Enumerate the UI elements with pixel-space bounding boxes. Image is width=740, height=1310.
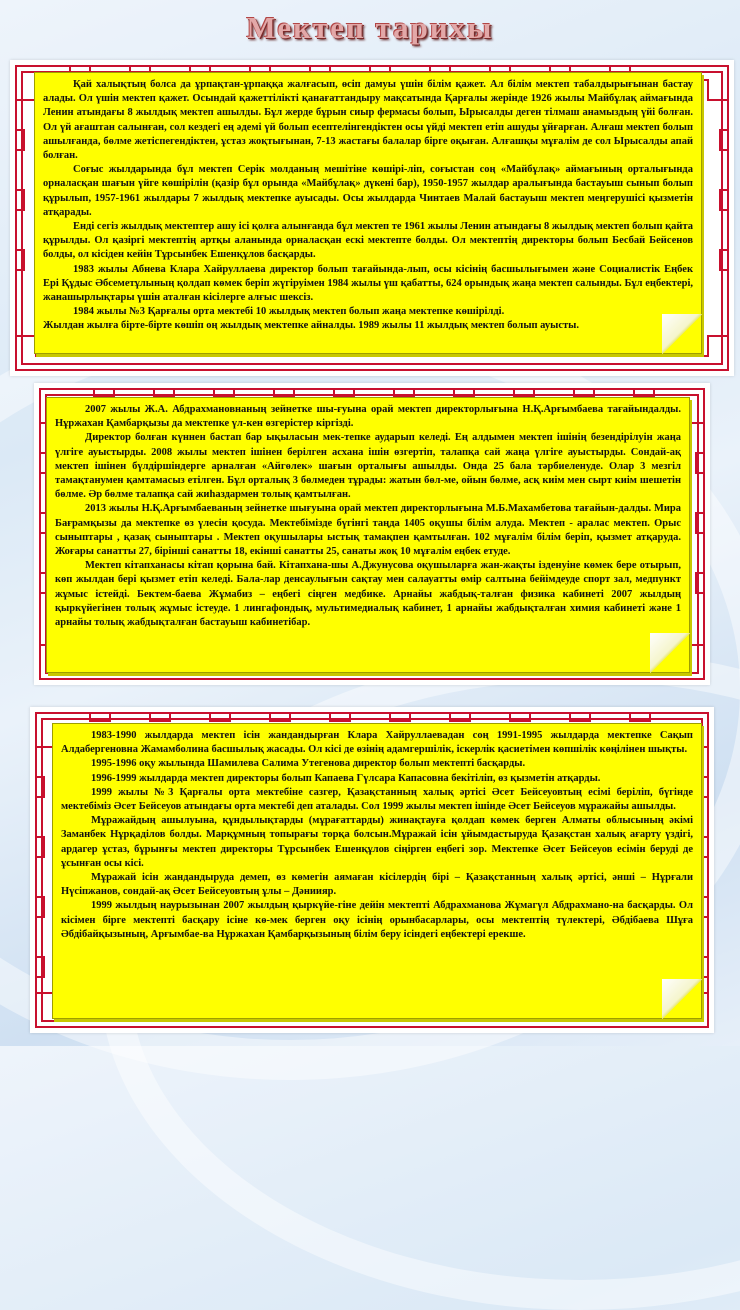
paragraph: 1983 жылы Абнева Клара Хайруллаева директор болып тағайында-лып, осы кісінің басшылығымен және Социалистік Еңбек Ері Құдыс Әбсеметұлының қолдап көмек беріп жүгіруімен 1984 жылы үш қабатты, 624 орындық жаңа мектеп салынды. Бұл еңбектері, жанашырлықтары үшін аталған кісілерге алғыс шексіз. [43,263,693,304]
page-curl [650,633,690,673]
paragraph: Жылдан жылға бірте-бірте көшіп оң жылдық мектепке айналды. 1989 жылы 11 жылдық мектеп болып ауысты. [43,320,579,332]
paragraph: Соғыс жылдарында бұл мектеп Серік молданың мешітіне көшірі-ліп, соғыстан соң «Майбұлақ» аймағының орталығында орналасқан шағын үйге көшірілін (қазір бұл орында «Майбұлақ» дүкені бар), 1950-1957 жылдар аралығында бастауыш сынып болып құрылып, 1957-1961 жылдары 7 жылдық мектепке ауысады. Осы жылдарда Чинтаев Малай бастауыш мектеп меңгерушісі қызметін атқарады. [43,164,693,218]
text-note-3 [52,723,702,1019]
history-frame-2 [34,383,710,685]
page-title: Мектеп тарихы [246,10,494,45]
history-frame-3 [30,707,714,1033]
paragraph: 1984 жылы №3 Қарғалы орта мектебі 10 жылдық мектеп болып жаңа мектепке көшірілді. [73,306,505,318]
paragraph: 1999 жылдың наурызынан 2007 жылдың қыркүйе-гіне дейін мектепті Абдрахманова Жұмагүл Абдрахмано-на басқарды. Ол кісімен бірге мектепті басқару ісіне кө-мек берген оқу ісінің орынбасарлары, осы мектептің түлектері, Әбдібаева Шұға Әбдібайқызының, Арғымбае-ва Нұржахан Қамбарқызының білім беру ісіндегі еңбектері ерекше. [61,900,693,940]
text-note-2 [46,397,690,673]
paragraph: 2013 жылы Н.Қ.Арғымбаеваның зейнетке шығуына орай мектеп директорлығына М.Б.Махамбетова тағайын-далды. Мира Бағрамқызы да мектепке өз үлесін қосуда. Мектебімізде бүгінгі таңда 1405 оқушы білім алуда. Мектеп - аралас мектеп. Орыс сыныптары , қазақ сыныптары . Мектеп оқушылары ыстық тамақпен қамтылған. 102 мұғалім білім беріп, қызмет атқаруда. Жоғары санатты 27, бірінші санатты 18, екінші санатты 25, санаты жоқ 10 мұғалім еңбек етуде. [55,503,681,558]
paragraph: 1999 жылы №3 Қарғалы орта мектебіне сазгер, Қазақстанның халық әртісі Әсет Бейсеуовтың есімі беріліп, бүгінде мектебіміз Әсет Бейсеуов атындағы орта мектебі деп аталады. Сол 1999 жылы мектеп ішінде Әсет Бейсеуов мұражайы ашылды. [61,786,693,813]
paragraph: Мұражайдың ашылуына, құндылықтарды (мұрағаттарды) жинақтауға қолдап көмек берген Алматы облысының әкімі Заманбек Нұрқаділов болды. Марқұмның топырағы торқа болсын.Мұражай ісін ұйымдастыруда Қазақстан халық ағарту үздігі, ардагер ұстаз, бұрынғы мектеп директоры Тұрсынбек Ешенқұлов сіңірген еңбегі зор. Мектепке Әсет Бейсеуов есімін беруді де ұсынған осы кісі. [61,815,693,869]
paragraph: Мектеп кітапханасы кітап қорына бай. Кітапхана-шы А.Джунусова оқушыларға жан-жақты ізденуіне көмек бере отырып, көп жылдан бері қызмет етіп келеді. Бала-лар денсаулығын сақтау мен салауатты өмір салтына бейімдеуде спорт зал, медпункт жұмыс істейді. Бектем-баева Жұмабиз – еңбегі сіңген медбике. Арнайы жабдық-талған физика кабинеті 2007 жылдың қыркүйегінен толық жұмыс істеуде. 1 лингафондық, мультимедиалық кабинет, 1 арнайы жабдықталған химия кабинеті және 1 арнайы толық жабдықталған бастауыш кабинетібар. [55,560,681,629]
paragraph: Енді сегіз жылдық мектептер ашу ісі қолға алынғанда бұл мектеп те 1961 жылы Ленин атындағы 8 жылдық мектеп болып қайта құрылды. Ол қазіргі мектептің артқы аланында орналасқан ескі мектепте болды. Ол мектептің директоры болып Бесбай Бейсенов болды, ол кісіден кейін Тұрсынбек Ешенқұлов басқарды. [43,221,694,261]
paragraph: Қай халықтың болса да ұрпақтан-ұрпаққа жалғасып, өсіп дамуы үшін білім қажет. Ал білім мектеп табалдырығынан бастау алады. Ол үшін мектеп қажет. Осындай қажеттілікті қанағаттандыру мақсатында Қарғалы жерінде 1926 жылы Майбұлақ аймағында Ленин атындағы 8 жылдық мектеп ашылды. Бұл жерде бұрын сиыр фермасы болып, Ырысалды деген тілмаш анамыздың үйі болған. Ол үй ағаштан салынған, сол кездегі ең әдемі үй болып есептелінгендіктен осы үйді мектеп етіп ашуды ұйғарған. Алғаш мектеп болып ашылғанда, бөлме жетіспегендіктен, ұстаз жоқтығынан, 7-13 жастағы балалар бірге оқыған. Алғашқы мұғалім де сол Ырысалды апай болған. [43,79,693,162]
text-note-1 [34,72,702,354]
paragraph: 2007 жылы Ж.А. Абдрахмановнаның зейнетке шы-ғуына орай мектеп директорлығына Н.Қ.Арғымбаева тағайындалды. Нұржахан Қамбарқызы да мектепке үл-кен өзгерістер кіргізді. [55,404,681,430]
paragraph: Директор болған күннен бастап бар ықыласын мек-тепке аударып келеді. Ең алдымен мектеп ішінің безендірілуін жаңа үлгіге ауыстырды. 2008 жылы мектеп ішінен берілген асхана ішін өзгертіп, талапқа сай жаңа үлгіге ауыстырды. Сондай-ақ мектеп ішінен бүлдіршіндерге арналған «Айгөлек» шағын орталығы ашылды. Онда 25 бала тәрбиеленуде. Олар 3 мезгіл тамақтанумен қамтамасыз етілген. Бұл орталық 3 бөлмеден тұрады: жатын бөл-ме, ойын бөлме, асқ киім мен сырт киім шешетін бөлме. Әр бөлме талапқа сай жиһаздармен толық қамтылған. [55,432,681,501]
paragraph: 1995-1996 оқу жылында Шамилева Салима Утегенова директор болып мектепті басқарды. [91,758,526,770]
paragraph: 1983-1990 жылдарда мектеп ісін жандандырған Клара Хайруллаевадан соң 1991-1995 жылдарда мектепке Сақып Алдабергеновна Жамамболина басшылық жасады. Ол кісі де өзінің адамгершілік, іскерлік қасиетімен көпшілік көңілінен шықты. [61,730,693,756]
paragraph: 1996-1999 жылдарда мектеп директоры болып Капаева Гүлсара Капасовна бекітіліп, өз қызметін атқарды. [91,772,601,784]
paragraph: Мұражай ісін жандандыруда демеп, өз көмегін аямаған кісілердің бірі – Қазақстанның халық әртісі, әнші – Нұрғали Нүсіпжанов, сондай-ақ Әсет Бейсеуовтың ұлы – Дәниияр. [61,872,693,898]
history-frame-1 [10,60,734,376]
page-curl [662,979,702,1019]
page-curl [662,314,702,354]
